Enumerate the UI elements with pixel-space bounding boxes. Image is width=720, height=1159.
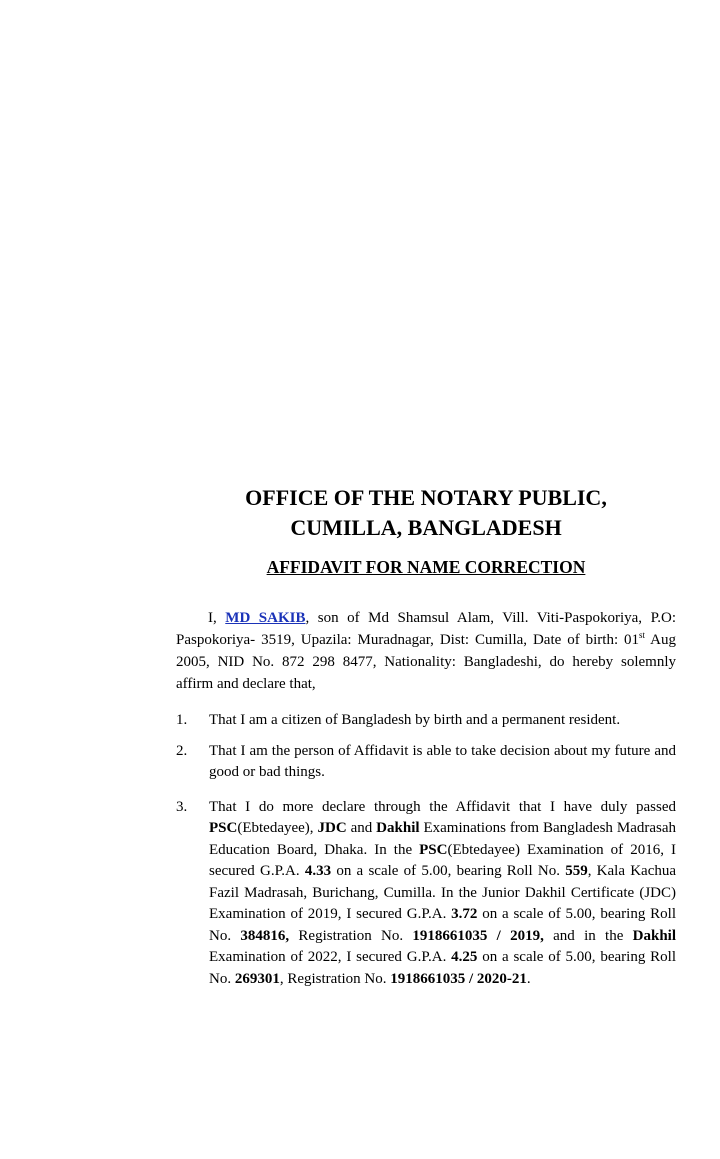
psc-roll: 559 [565,863,588,879]
item-text: , Kala Kachua Fazil Madrasah, Burichang, Cumilla. In the Junior Dakhil Certificate (JDC) Examination of 2019, I secured G.P.A. [209,863,677,922]
dakhil-registration: 1918661035 / 2020-21 [390,970,527,987]
jdc-roll: 384816, [240,927,290,944]
declaration-item-3 [176,797,676,991]
item-text: and [346,820,377,836]
item-text: That I am a citizen of Bangladesh by birth and a permanent resident. [209,712,621,728]
exam-psc: PSC [209,820,238,836]
item-number: 3. [176,798,188,815]
exam-psc: PSC [419,841,448,858]
item-text: (Ebtedayee) Examination of 2016, I secured G.P.A. [209,841,676,879]
document-title: AFFIDAVIT FOR NAME CORRECTION [266,557,586,577]
declaration-item-1 [176,710,676,732]
intro-paragraph [176,607,676,695]
declaration-list [176,710,676,990]
heading-line-2: CUMILLA, BANGLADESH [290,515,562,540]
exam-dakhil: Dakhil [376,820,420,836]
jdc-registration: 1918661035 / 2019, [412,927,544,944]
intro-prefix: I, [208,610,226,626]
heading-line-1: OFFICE OF THE NOTARY PUBLIC, [245,485,607,510]
jdc-gpa: 3.72 [451,906,478,922]
deponent-name: MD SAKIB [225,610,306,626]
intro-text-b: Aug 2005, NID No. 872 298 8477, Nationality: Bangladeshi, do hereby solemnly affirm and declare that, [176,632,676,692]
item-text: on a scale of 5.00, bearing Roll No. [331,863,566,879]
item-number: 2. [176,742,188,759]
exam-jdc: JDC [317,820,347,836]
item-text: and in the [543,927,633,944]
intro-text-a: , son of Md Shamsul Alam, Vill. Viti-Paspokoriya, P.O: Paspokoriya- 3519, Upazila: Muradnagar, Dist: Cumilla, Date of birth: 01 [176,610,676,648]
item-text: That I do more declare through the Affidavit that I have duly passed [209,798,676,815]
item-text: Registration No. [289,927,413,944]
item-text: . [526,970,531,987]
item-text: on a scale of 5.00, bearing Roll No. [209,949,676,987]
office-heading [176,483,676,543]
ordinal-suffix: st [639,630,646,640]
exam-dakhil: Dakhil [632,927,676,944]
item-number: 1. [176,712,188,728]
psc-gpa: 4.33 [304,863,332,879]
item-text: , Registration No. [279,970,391,987]
item-text: Examination of 2022, I secured G.P.A. [209,949,452,965]
dakhil-gpa: 4.25 [451,949,478,965]
declaration-item-2 [176,741,676,784]
item-text: (Ebtedayee), [237,820,318,836]
item-text: That I am the person of Affidavit is able to take decision about my future and good or bad things. [209,742,676,780]
dakhil-roll: 269301 [234,970,280,987]
item-text: Examinations from Bangladesh Madrasah Education Board, Dhaka. In the [209,820,676,858]
item-text: on a scale of 5.00, bearing Roll No. [209,906,676,944]
